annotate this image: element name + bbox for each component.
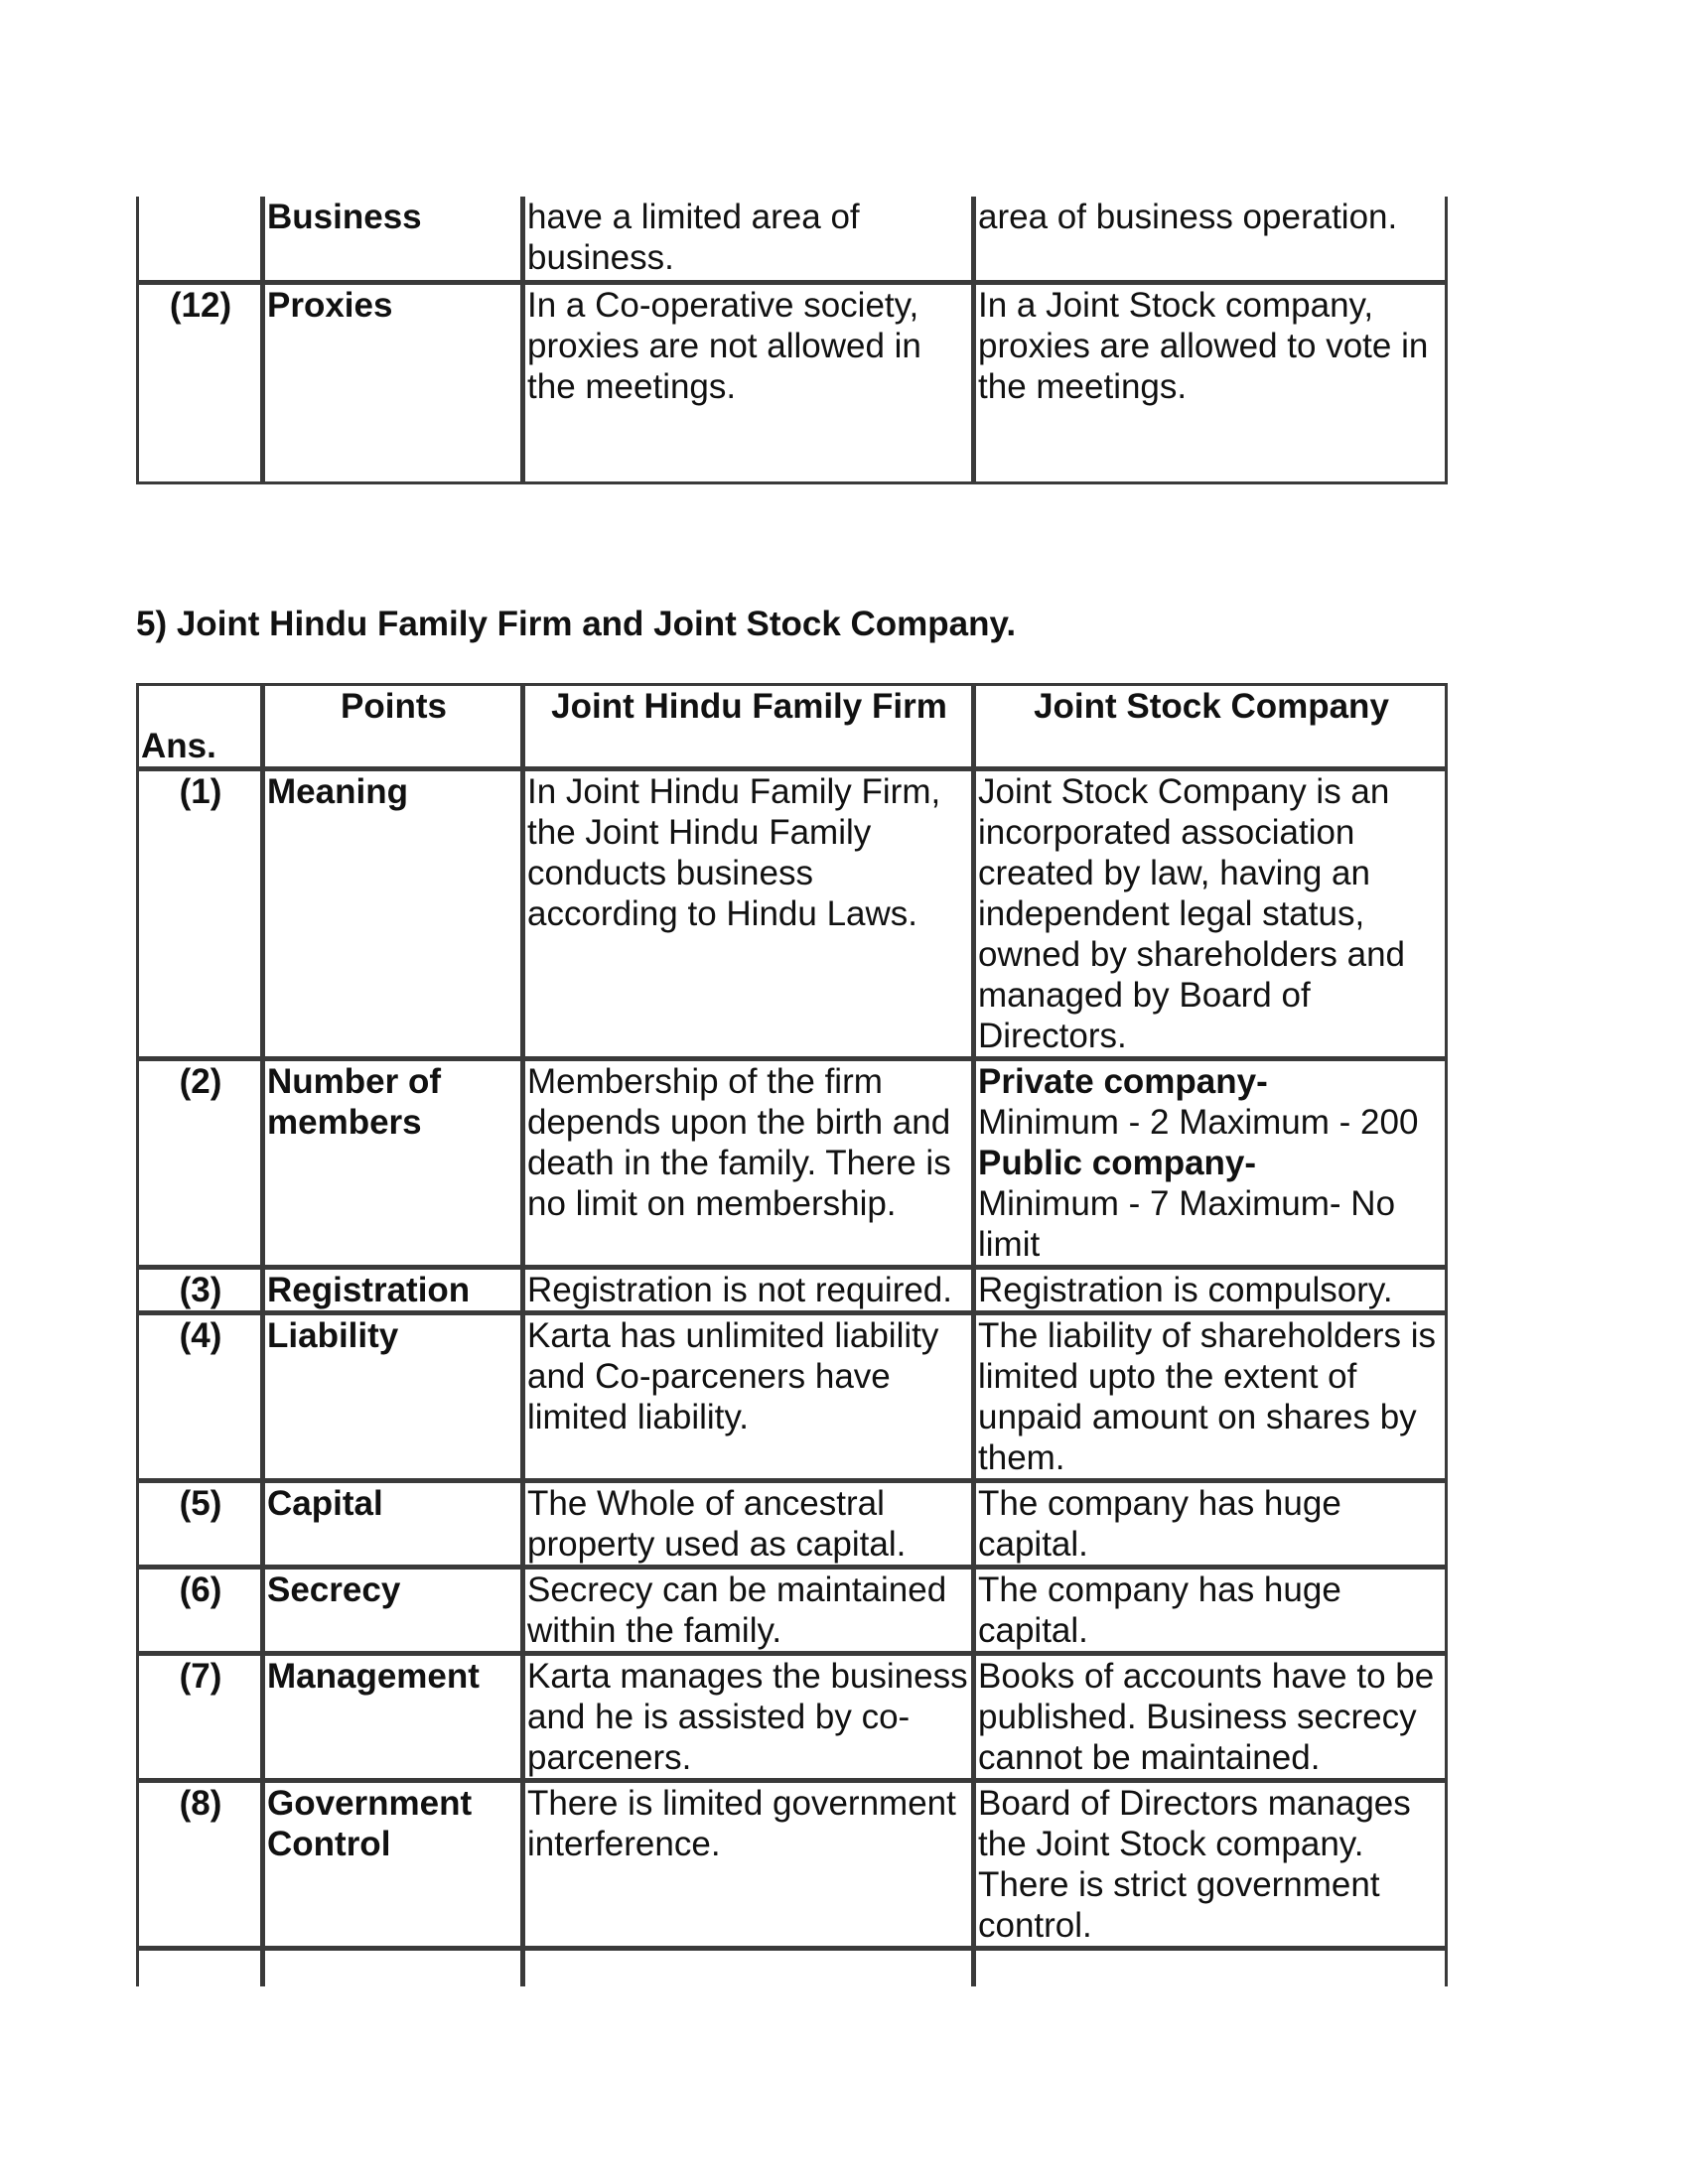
section-title: 5) Joint Hindu Family Firm and Joint Stock Company.	[136, 605, 1017, 643]
joint-hindu-family-cell: Karta manages the business and he is assisted by co-parceners.	[523, 1654, 974, 1781]
row-point: Government Control	[263, 1781, 523, 1949]
joint-hindu-family-cell: Registration is not required.	[523, 1268, 974, 1313]
row-number: (1)	[136, 769, 263, 1059]
private-company-text: Minimum - 2 Maximum - 200	[978, 1103, 1419, 1142]
table-header-row	[136, 683, 1448, 769]
row-point: Business	[263, 197, 523, 283]
joint-hindu-family-cell: Secrecy can be maintained within the family.	[523, 1568, 974, 1654]
joint-hindu-family-cell: Membership of the firm depends upon the birth and death in the family. There is no limit on membership.	[523, 1059, 974, 1268]
empty-cell	[136, 1949, 263, 1986]
public-company-label: Public company-	[978, 1144, 1257, 1182]
empty-cell	[523, 1949, 974, 1986]
joint-stock-cell: The liability of shareholders is limited upto the extent of unpaid amount on shares by them.	[974, 1313, 1448, 1481]
joint-stock-header: Joint Stock Company	[974, 683, 1448, 769]
joint-stock-cell: The company has huge capital.	[974, 1481, 1448, 1568]
table-row	[136, 1781, 1448, 1949]
comparison-table	[136, 683, 1448, 1986]
row-point: Registration	[263, 1268, 523, 1313]
table-row	[136, 1313, 1448, 1481]
table-row	[136, 1568, 1448, 1654]
row-point: Number of members	[263, 1059, 523, 1268]
table-row	[136, 1949, 1448, 1986]
row-number	[136, 197, 263, 283]
table-row	[136, 1268, 1448, 1313]
row-number: (4)	[136, 1313, 263, 1481]
joint-hindu-family-cell: In Joint Hindu Family Firm, the Joint Hindu Family conducts business according to Hindu Laws.	[523, 769, 974, 1059]
ans-header: Ans.	[136, 683, 263, 769]
row-number: (12)	[136, 283, 263, 484]
table-row	[136, 1654, 1448, 1781]
joint-hindu-family-cell: Karta has unlimited liability and Co-parceners have limited liability.	[523, 1313, 974, 1481]
joint-hindu-family-header: Joint Hindu Family Firm	[523, 683, 974, 769]
row-point: Proxies	[263, 283, 523, 484]
table-row	[136, 197, 1448, 283]
row-number: (2)	[136, 1059, 263, 1268]
empty-cell	[974, 1949, 1448, 1986]
joint-stock-cell: area of business operation.	[974, 197, 1448, 283]
joint-hindu-family-cell: There is limited government interference.	[523, 1781, 974, 1949]
row-point: Liability	[263, 1313, 523, 1481]
cooperative-cell: In a Co-operative society, proxies are not allowed in the meetings.	[523, 283, 974, 484]
joint-stock-cell: The company has huge capital.	[974, 1568, 1448, 1654]
previous-comparison-table	[136, 197, 1448, 484]
row-number: (6)	[136, 1568, 263, 1654]
table-row	[136, 769, 1448, 1059]
joint-stock-cell: Joint Stock Company is an incorporated association created by law, having an independent legal status, owned by shareholders and managed by Board of Directors.	[974, 769, 1448, 1059]
table-row	[136, 1481, 1448, 1568]
row-point: Meaning	[263, 769, 523, 1059]
empty-cell	[263, 1949, 523, 1986]
row-point: Management	[263, 1654, 523, 1781]
row-number: (5)	[136, 1481, 263, 1568]
row-point: Capital	[263, 1481, 523, 1568]
private-company-label: Private company-	[978, 1062, 1268, 1101]
joint-stock-cell	[974, 1059, 1448, 1268]
table-row	[136, 1059, 1448, 1268]
row-point: Secrecy	[263, 1568, 523, 1654]
public-company-text: Minimum - 7 Maximum- No limit	[978, 1184, 1396, 1264]
table-row	[136, 283, 1448, 484]
joint-stock-cell: Books of accounts have to be published. Business secrecy cannot be maintained.	[974, 1654, 1448, 1781]
joint-stock-cell: In a Joint Stock company, proxies are allowed to vote in the meetings.	[974, 283, 1448, 484]
joint-stock-cell: Board of Directors manages the Joint Stock company. There is strict government control.	[974, 1781, 1448, 1949]
cooperative-cell: have a limited area of business.	[523, 197, 974, 283]
points-header: Points	[263, 683, 523, 769]
joint-hindu-family-cell: The Whole of ancestral property used as capital.	[523, 1481, 974, 1568]
row-number: (3)	[136, 1268, 263, 1313]
row-number: (8)	[136, 1781, 263, 1949]
row-number: (7)	[136, 1654, 263, 1781]
joint-stock-cell: Registration is compulsory.	[974, 1268, 1448, 1313]
